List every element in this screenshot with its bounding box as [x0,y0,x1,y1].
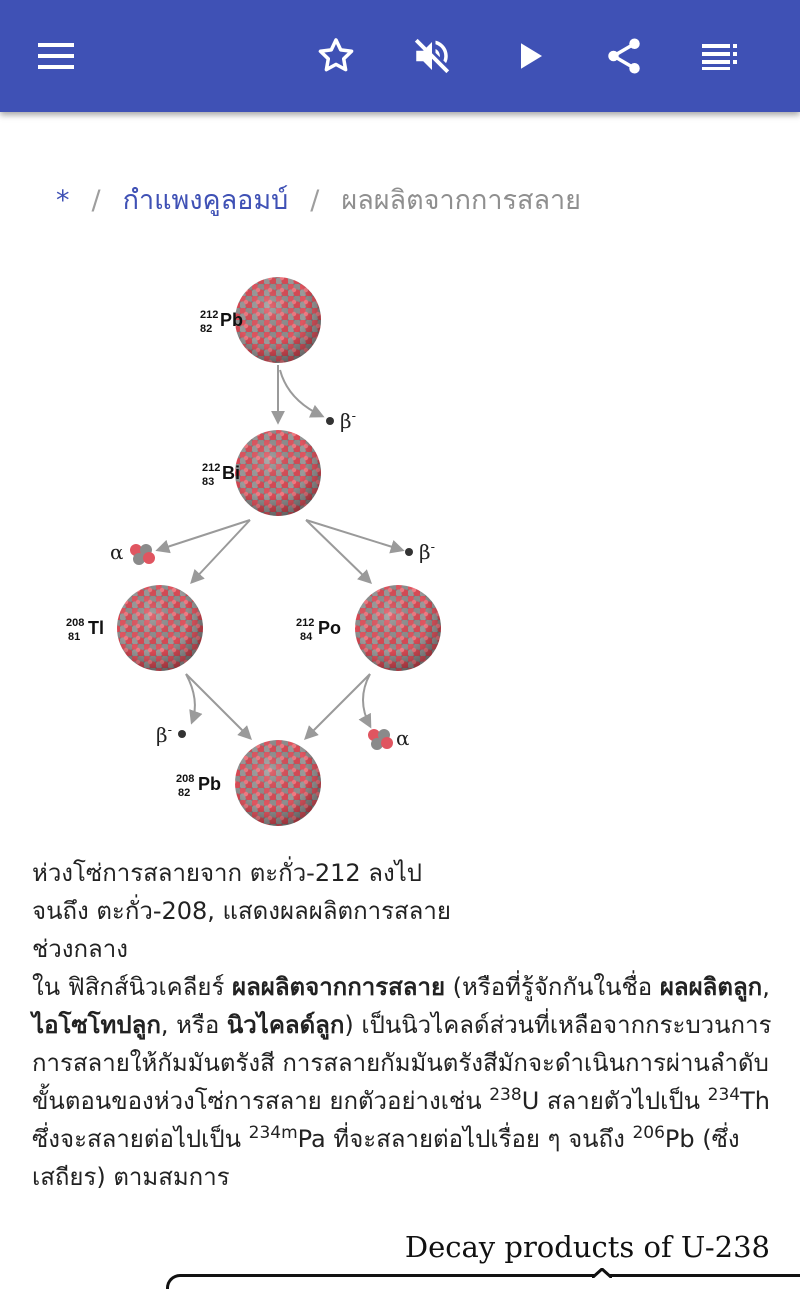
beta-label: β- [419,540,435,564]
alpha-label: α [110,540,124,564]
contents-button[interactable] [690,26,750,86]
nucleus-tl208 [117,585,203,671]
caption-line: จนถึง ตะกั่ว-208, แสดงผลผลิตการสลาย [32,897,451,925]
menu-button[interactable] [26,26,86,86]
star-icon [315,35,357,77]
beta-label: β- [340,409,356,433]
caption-line: ช่วงกลาง [32,935,128,963]
text-run: , [762,973,770,1001]
nuclide-label-bi212: $^{212}$ 83 Bi [202,462,240,488]
alpha-label: α [396,726,410,750]
text-run: (หรือที่รู้จักกันในชื่อ [445,973,660,1001]
bold-term: ผลผลิตจากการสลาย [232,973,446,1001]
nuclide-label-pb212: $^{212}$ 82 Pb [200,309,244,335]
play-button[interactable] [500,26,560,86]
nuclide-label-tl208: $^{208}$ 81 Tl [66,617,104,643]
text-run: Pb (ซึ่งเสถียร) ตามสมการ [32,1125,740,1191]
beta-particle [178,730,186,738]
play-icon [512,38,548,74]
alpha-particle [368,729,393,750]
share-button[interactable] [594,26,654,86]
decay-arrows [158,365,402,738]
caption-line: ห่วงโซ่การสลายจาก ตะกั่ว-212 ลงไป [32,859,422,887]
decay-chain-diagram [60,260,460,840]
list-menu-icon [700,41,740,71]
text-run: U สลายตัวไปเป็น [521,1087,708,1115]
nucleus-pb212 [235,277,321,363]
text-run: , หรือ [160,1011,227,1039]
nucleus-pb208 [235,740,321,826]
app-toolbar [0,0,800,112]
share-icon [603,35,645,77]
breadcrumb-home-link[interactable]: * [56,185,70,216]
bold-term: ผลผลิตลูก [659,973,763,1001]
superscript: 206 [632,1123,665,1143]
nuclide-label-pb208: $^{208}$ 82 Pb [176,773,222,799]
breadcrumb-separator: / [310,185,320,216]
beta-particle [326,417,334,425]
decay-chain-figure[interactable] [60,260,460,840]
nucleus-bi212 [235,430,321,516]
section-heading[interactable]: Decay products of U-238 [404,1230,770,1264]
hamburger-menu-icon [36,41,76,71]
bold-term: นิวไคลด์ลูก [226,1011,345,1039]
nuclide-label-po212: $^{212}$ 84 Po [296,617,342,643]
text-run: ใน ฟิสิกส์นิวเคลียร์ [32,973,233,1001]
beta-label: β- [156,723,172,747]
bookmark-button[interactable] [306,26,366,86]
nucleus-po212 [355,585,441,671]
breadcrumb [56,178,581,221]
breadcrumb-separator: / [91,185,101,216]
alpha-particle [130,544,155,565]
text-run: Th ซึ่งจะสลายต่อไปเป็น [32,1087,770,1153]
superscript: 234 [707,1085,741,1105]
text-run: ) เป็นนิวไคลด์ส่วนที่เหลือจากกระบวนการการสลายให้กัมมันตรังสี การสลายกัมมันตรังสีมักจะดำเนินการผ่านลำดับขั้นตอนของห่วงโซ่การสลาย ยกตัวอย่างเช่น [32,1011,772,1115]
breadcrumb-parent-link[interactable]: กำแพงคูลอมบ์ [122,185,289,216]
text-run: Pa ที่จะสลายต่อไปเรื่อย ๆ จนถึง [297,1125,633,1153]
section-divider [166,1274,800,1289]
figure-caption [32,854,492,968]
breadcrumb-current: ผลผลิตจากการสลาย [341,185,581,216]
superscript: 234m [248,1123,298,1143]
article-paragraph [32,968,772,1196]
mute-button[interactable] [402,26,462,86]
chevron-up-icon [592,1268,612,1278]
volume-mute-icon [411,35,453,77]
bold-term: ไอโซโทปลูก [32,1011,161,1039]
article-body [32,968,772,1196]
superscript: 238 [489,1085,522,1105]
beta-particle [405,548,413,556]
